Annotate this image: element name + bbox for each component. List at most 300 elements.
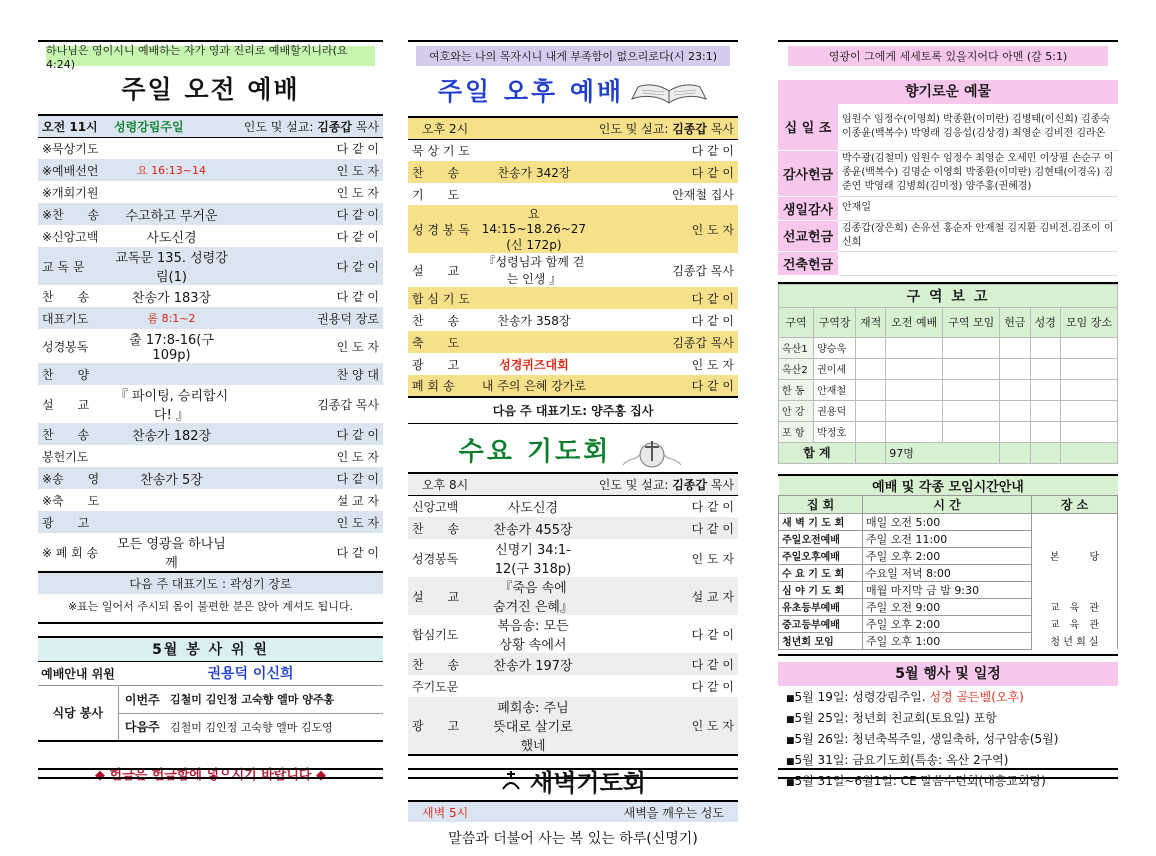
event-item bbox=[786, 688, 1118, 709]
row-label: ※예배선언 bbox=[38, 159, 110, 181]
district-name: 한 동 bbox=[779, 379, 814, 400]
row-label: 대표기도 bbox=[38, 307, 110, 329]
offering-label: 건축헌금 bbox=[778, 251, 838, 275]
district-cell bbox=[1030, 400, 1060, 421]
service-row bbox=[38, 181, 383, 203]
district-cell bbox=[943, 421, 1000, 442]
meeting-row bbox=[779, 598, 1118, 615]
service-row bbox=[408, 539, 738, 577]
wednesday-title-area bbox=[408, 432, 738, 472]
service-row bbox=[408, 653, 738, 675]
row-label: ※신앙고백 bbox=[42, 229, 99, 244]
scripture-banner: 영광이 그에게 세세토록 있을지어다 아멘 (갈 5:1) bbox=[788, 46, 1108, 66]
row-content: 찬송가 5장 bbox=[110, 467, 233, 489]
row-person: 다 같 이 bbox=[336, 289, 379, 304]
meeting-place bbox=[1032, 581, 1118, 598]
meeting-place: 교 육 관 bbox=[1032, 615, 1118, 632]
row-content bbox=[478, 287, 590, 309]
district-cell bbox=[1000, 379, 1030, 400]
event-item bbox=[786, 730, 1118, 751]
guide-names: 권용덕 이신희 bbox=[118, 661, 383, 685]
district-cell bbox=[855, 358, 885, 379]
row-label: 폐 회 송 bbox=[408, 375, 478, 397]
row-label: 찬 송 bbox=[412, 313, 460, 328]
next-week-label: 다음주 bbox=[118, 713, 166, 741]
service-row bbox=[408, 139, 738, 161]
row-label: 찬 송 bbox=[38, 423, 110, 445]
district-header: 헌금 bbox=[1000, 307, 1030, 337]
meeting-time: 매일 오전 5:00 bbox=[863, 513, 1032, 530]
row-label: 성경봉독 bbox=[42, 339, 89, 354]
dawn-title: 새벽기도회 bbox=[530, 768, 646, 797]
row-person: 인 도 자 bbox=[336, 339, 379, 354]
district-cell bbox=[886, 337, 943, 358]
divider bbox=[38, 768, 383, 770]
event-item bbox=[786, 709, 1118, 730]
row-content: 교독문 135. 성령강림(1) bbox=[110, 247, 233, 285]
service-row bbox=[38, 247, 383, 285]
row-label: 광 고 bbox=[408, 697, 488, 755]
row-person: 인 도 자 bbox=[233, 159, 383, 181]
district-leader: 양승욱 bbox=[814, 337, 856, 358]
row-person: 다 같 이 bbox=[233, 533, 383, 572]
row-label: 설 교 bbox=[412, 263, 460, 278]
offering-names: 안재일 bbox=[838, 196, 1118, 220]
row-label: 봉헌기도 bbox=[42, 449, 89, 464]
divider bbox=[408, 777, 738, 779]
service-row bbox=[38, 467, 383, 489]
service-row bbox=[408, 353, 738, 375]
leader-label: 인도 및 설교: bbox=[598, 121, 669, 136]
row-label: ※개회기원 bbox=[42, 185, 99, 200]
row-person: 다 같 이 bbox=[233, 423, 383, 445]
service-row bbox=[408, 517, 738, 539]
offering-table bbox=[778, 104, 1118, 276]
event-text: 5월 31일: 금요기도회(특송: 옥산 2구역) bbox=[794, 752, 1009, 767]
service-row bbox=[408, 675, 738, 697]
district-total-value: 97명 bbox=[886, 442, 1000, 463]
row-content: 수고하고 무거운 bbox=[110, 203, 233, 225]
standing-note: ※표는 일어서 주시되 몸이 불편한 분은 앉아 계셔도 됩니다. bbox=[67, 600, 354, 613]
row-label: 설 교 bbox=[42, 397, 90, 412]
divider bbox=[408, 40, 738, 45]
leader-label: 인도 및 설교: bbox=[598, 477, 669, 492]
event-text: 5월 31일~6월1일: CE 말씀수련회(대흥교회당) bbox=[794, 773, 1046, 788]
service-row bbox=[408, 309, 738, 331]
district-header: 구역 bbox=[779, 307, 814, 337]
district-cell bbox=[855, 337, 885, 358]
row-person: 김종갑 목사 bbox=[317, 397, 379, 412]
meeting-name: 중고등부예배 bbox=[779, 615, 863, 632]
row-label: 찬 송 bbox=[408, 161, 478, 183]
offering-row bbox=[778, 251, 1118, 275]
row-content bbox=[488, 675, 578, 697]
open-book-icon bbox=[630, 77, 708, 107]
offering-title: 향기로운 예물 bbox=[778, 80, 1118, 104]
district-cell bbox=[1030, 358, 1060, 379]
row-content: 사도신경 bbox=[146, 230, 197, 246]
row-person: 인 도 자 bbox=[691, 551, 734, 566]
district-name: 옥산2 bbox=[779, 358, 814, 379]
meeting-place: 본 당 bbox=[1032, 547, 1118, 564]
meeting-name: 주일오후예배 bbox=[779, 547, 863, 564]
row-label: ※찬 송 bbox=[38, 203, 110, 225]
page-title: 주일 오후 예배 bbox=[437, 77, 625, 106]
meeting-time: 주일 오후 2:00 bbox=[863, 615, 1032, 632]
district-leader: 권용덕 bbox=[814, 400, 856, 421]
row-person: 다 같 이 bbox=[233, 247, 383, 285]
row-content: 사도신경 bbox=[507, 500, 559, 516]
service-row bbox=[408, 253, 738, 287]
district-header: 구역 모임 bbox=[943, 307, 1000, 337]
row-person: 인 도 자 bbox=[578, 697, 738, 755]
offering-label: 생일감사 bbox=[778, 196, 838, 220]
afternoon-title-area bbox=[408, 74, 738, 110]
meeting-header: 집 회 bbox=[779, 495, 863, 513]
row-label: 설 교 bbox=[408, 577, 488, 615]
row-person: 다 같 이 bbox=[590, 161, 738, 183]
row-person: 다 같 이 bbox=[691, 627, 734, 642]
district-cell bbox=[1030, 337, 1060, 358]
leader-label: 인도 및 설교: bbox=[243, 119, 314, 134]
district-cell bbox=[1030, 379, 1060, 400]
wednesday-time: 오후 8시 bbox=[408, 473, 488, 495]
wednesday-order-table bbox=[408, 472, 738, 756]
meeting-place: 청 년 회 실 bbox=[1032, 632, 1118, 649]
district-cell bbox=[943, 379, 1000, 400]
row-content bbox=[110, 137, 233, 159]
row-content bbox=[478, 183, 590, 205]
guide-label: 예배안내 위원 bbox=[38, 661, 118, 685]
service-row bbox=[408, 331, 738, 353]
service-row bbox=[38, 363, 383, 385]
district-name: 안 강 bbox=[779, 400, 814, 421]
divider bbox=[778, 40, 1118, 45]
district-leader: 안재철 bbox=[814, 379, 856, 400]
this-week-label: 이번주 bbox=[118, 685, 166, 713]
service-header-row bbox=[408, 117, 738, 139]
row-content bbox=[478, 139, 590, 161]
row-person: 다 같 이 bbox=[233, 203, 383, 225]
district-cell bbox=[855, 400, 885, 421]
district-cell bbox=[1060, 337, 1117, 358]
district-name: 옥산1 bbox=[779, 337, 814, 358]
service-theme: 성령강림주일 bbox=[110, 115, 233, 137]
dawn-desc: 새벽을 깨우는 성도 bbox=[623, 806, 724, 820]
row-content: 『 파이팅, 승리합시다! 』 bbox=[114, 389, 229, 423]
row-person: 다 같 이 bbox=[691, 313, 734, 328]
row-person: 인 도 자 bbox=[691, 357, 734, 372]
next-prayer: 다음 주 대표기도: 양주홍 집사 bbox=[408, 398, 738, 424]
event-text: 5월 26일: 청년축복주일, 생일축하, 성구암송(5월) bbox=[794, 731, 1059, 746]
offering-row bbox=[778, 220, 1118, 251]
service-row bbox=[38, 137, 383, 159]
district-cell bbox=[1000, 358, 1030, 379]
service-header-row bbox=[38, 115, 383, 137]
district-table bbox=[778, 284, 1118, 464]
row-person: 인 도 자 bbox=[336, 185, 379, 200]
service-row bbox=[38, 511, 383, 533]
next-week-names: 김철미 김인정 고숙향 엘마 김도영 bbox=[166, 713, 383, 741]
meeting-row bbox=[779, 547, 1118, 564]
service-time: 오후 2시 bbox=[408, 117, 478, 139]
offering-names: 박수광(김철미) 임원수 임정수 최영순 오세민 이상필 손순구 이종윤(백복수) 김명순 이영희 박종환(이미란) 김현태(이경옥) 김준연 박영래 김병희(김미정) 양주홍(권혜경) bbox=[838, 150, 1118, 196]
row-content: 찬송가 182장 bbox=[110, 423, 233, 445]
offering-label: 선교헌금 bbox=[778, 220, 838, 251]
row-person: 다 같 이 bbox=[578, 653, 738, 675]
row-person: 다 같 이 bbox=[691, 143, 734, 158]
row-label: ※축 도 bbox=[42, 493, 100, 508]
service-order-table bbox=[38, 114, 383, 594]
row-content: 요 16:13~14 bbox=[110, 159, 233, 181]
row-label: ※송 영 bbox=[38, 467, 110, 489]
service-time: 오전 11시 bbox=[38, 115, 110, 137]
row-label: 성 경 봉 독 bbox=[408, 205, 478, 253]
meeting-place bbox=[1032, 530, 1118, 547]
row-content: 신명기 34:1-12(구 318p) bbox=[494, 543, 572, 577]
praying-cross-icon bbox=[617, 435, 687, 469]
meeting-header: 시 간 bbox=[863, 495, 1032, 513]
district-total-label: 합 계 bbox=[779, 442, 856, 463]
row-label: 묵 상 기 도 bbox=[412, 143, 470, 158]
offering-row bbox=[778, 196, 1118, 220]
row-content: 찬송가 183장 bbox=[131, 290, 212, 306]
row-person: 김종갑 목사 bbox=[672, 263, 734, 278]
offering-names: 임원수 임정수(이영희) 박종환(이미란) 김병태(이신희) 김종숙 이종윤(백복수) 박영래 김응섭(김상경) 최영순 김비전 김라온 bbox=[838, 104, 1118, 150]
volunteer-table bbox=[38, 636, 383, 742]
dawn-time: 새벽 5시 bbox=[422, 806, 469, 820]
district-name: 포 항 bbox=[779, 421, 814, 442]
meeting-row bbox=[779, 581, 1118, 598]
district-cell bbox=[855, 379, 885, 400]
row-person: 권용덕 장로 bbox=[233, 307, 383, 329]
kitchen-label: 식당 봉사 bbox=[38, 685, 118, 741]
row-person: 찬 양 대 bbox=[233, 363, 383, 385]
service-row bbox=[408, 697, 738, 755]
row-content bbox=[110, 511, 233, 533]
service-row bbox=[38, 159, 383, 181]
district-header: 오전 예배 bbox=[886, 307, 943, 337]
row-label: 교 독 문 bbox=[38, 247, 110, 285]
district-cell bbox=[1030, 421, 1060, 442]
row-content: 찬송가 342장 bbox=[478, 161, 590, 183]
service-row bbox=[38, 385, 383, 423]
district-leader: 박정호 bbox=[814, 421, 856, 442]
row-label: 찬 양 bbox=[38, 363, 110, 385]
service-row bbox=[408, 495, 738, 517]
row-label: 합심기도 bbox=[412, 627, 459, 642]
divider bbox=[38, 777, 383, 779]
district-cell bbox=[1000, 337, 1030, 358]
leader-name: 김종갑 bbox=[672, 121, 707, 136]
meeting-time: 주일 오후 1:00 bbox=[863, 632, 1032, 649]
row-content bbox=[110, 363, 233, 385]
row-person: 다 같 이 bbox=[590, 287, 738, 309]
district-cell bbox=[886, 379, 943, 400]
district-title: 구 역 보 고 bbox=[779, 284, 1118, 307]
row-content: 찬송가 358장 bbox=[497, 313, 571, 328]
offering-label: 감사헌금 bbox=[778, 150, 838, 196]
row-content bbox=[110, 489, 233, 511]
row-label: ※묵상기도 bbox=[42, 141, 99, 156]
kneeling-cross-icon bbox=[500, 769, 522, 791]
service-row bbox=[38, 285, 383, 307]
district-cell bbox=[943, 337, 1000, 358]
service-row bbox=[38, 329, 383, 363]
event-item bbox=[786, 772, 1118, 793]
offering-note: ◆ 헌금은 헌금함에 넣으시기 바랍니다 ◆ bbox=[95, 768, 326, 783]
row-content: 『성령님과 함께 걷는 인생 』 bbox=[483, 255, 585, 286]
district-row bbox=[779, 358, 1118, 379]
divider bbox=[38, 622, 383, 624]
row-label: 광 고 bbox=[412, 357, 460, 372]
leader-name: 김종갑 bbox=[317, 119, 352, 134]
scripture-banner: 하나님은 영이시니 예배하는 자가 영과 진리로 예배할지니라(요4:24) bbox=[46, 46, 375, 66]
next-prayer-row bbox=[38, 572, 383, 594]
leader-title: 목사 bbox=[355, 119, 379, 134]
row-label: 기 도 bbox=[412, 187, 460, 202]
meeting-name: 주일오전예배 bbox=[779, 530, 863, 547]
meeting-row bbox=[779, 615, 1118, 632]
offering-row bbox=[778, 150, 1118, 196]
row-person: 다 같 이 bbox=[233, 467, 383, 489]
service-row bbox=[38, 445, 383, 467]
column-reports bbox=[778, 40, 1118, 793]
meeting-time: 주일 오전 9:00 bbox=[863, 598, 1032, 615]
leader-name: 김종갑 bbox=[672, 477, 707, 492]
row-person: 다 같 이 bbox=[590, 375, 738, 397]
dawn-book: 말씀과 더불어 사는 복 있는 하루(신명기) bbox=[448, 831, 698, 847]
wednesday-header-row bbox=[408, 473, 738, 495]
this-week-names: 김철미 김인정 고숙향 엘마 양주홍 bbox=[166, 685, 383, 713]
meeting-table bbox=[778, 476, 1118, 650]
row-person: 김종갑 목사 bbox=[590, 331, 738, 353]
row-content: 롬 8:1~2 bbox=[110, 307, 233, 329]
offering-names bbox=[838, 251, 1118, 275]
service-leader bbox=[233, 115, 383, 137]
district-row bbox=[779, 379, 1118, 400]
meeting-header: 장 소 bbox=[1032, 495, 1118, 513]
row-person: 인 도 자 bbox=[233, 511, 383, 533]
row-content bbox=[110, 445, 233, 467]
meeting-title: 예배 및 각종 모임시간안내 bbox=[872, 479, 1024, 495]
row-label: ※ 폐 회 송 bbox=[38, 533, 110, 572]
district-leader: 권이세 bbox=[814, 358, 856, 379]
meeting-name: 유초등부예배 bbox=[779, 598, 863, 615]
district-cell bbox=[1060, 358, 1117, 379]
district-row bbox=[779, 400, 1118, 421]
meeting-place bbox=[1032, 513, 1118, 530]
row-person: 인 도 자 bbox=[336, 449, 379, 464]
meeting-row bbox=[779, 513, 1118, 530]
district-header: 재적 bbox=[855, 307, 885, 337]
district-cell bbox=[855, 421, 885, 442]
leader-title: 목사 bbox=[710, 121, 734, 136]
row-content: 모든 영광을 하나님께 bbox=[110, 533, 233, 572]
row-content: 찬송가 197장 bbox=[488, 653, 578, 675]
row-content: 요 14:15~18.26~27 (신 172p) bbox=[478, 205, 590, 253]
divider bbox=[778, 654, 1118, 656]
row-person: 설 교 자 bbox=[578, 577, 738, 615]
district-cell bbox=[886, 358, 943, 379]
service-row bbox=[408, 615, 738, 653]
district-cell bbox=[1060, 400, 1117, 421]
row-content: 폐회송: 주님 뜻대로 살기로 했네 bbox=[488, 697, 578, 755]
district-cell bbox=[943, 400, 1000, 421]
next-prayer: 다음 주 대표기도 : 곽성기 장로 bbox=[38, 572, 383, 594]
offering-row bbox=[778, 104, 1118, 150]
service-row bbox=[38, 307, 383, 329]
meeting-row bbox=[779, 632, 1118, 649]
service-row bbox=[38, 533, 383, 572]
meeting-row bbox=[779, 530, 1118, 547]
service-leader bbox=[590, 117, 738, 139]
district-header: 구역장 bbox=[814, 307, 856, 337]
row-content bbox=[478, 331, 590, 353]
row-person: 다 같 이 bbox=[336, 141, 379, 156]
dawn-row bbox=[408, 800, 738, 822]
row-content: 성경퀴즈대회 bbox=[499, 357, 569, 372]
row-person: 다 같 이 bbox=[691, 499, 734, 514]
row-label: 축 도 bbox=[408, 331, 478, 353]
column-morning-service bbox=[38, 40, 383, 783]
afternoon-order-table bbox=[408, 116, 738, 398]
page-title: 주일 오전 예배 bbox=[121, 75, 300, 104]
meeting-place: 교 육 관 bbox=[1032, 598, 1118, 615]
row-person: 인 도 자 bbox=[590, 205, 738, 253]
divider bbox=[778, 777, 1118, 779]
meeting-place bbox=[1032, 564, 1118, 581]
row-content: 복음송: 모든 상황 속에서 bbox=[497, 619, 569, 653]
row-content bbox=[110, 181, 233, 203]
row-person: 설 교 자 bbox=[336, 493, 379, 508]
offering-names: 김종갑(장은희) 손유선 홍순자 안재철 김지환 김비전.김조이 이신희 bbox=[838, 220, 1118, 251]
row-label: 합 심 기 도 bbox=[408, 287, 478, 309]
district-row bbox=[779, 337, 1118, 358]
row-label: 성경봉독 bbox=[412, 551, 459, 566]
service-row bbox=[38, 225, 383, 247]
wednesday-title: 수요 기도회 bbox=[458, 437, 612, 467]
meeting-name: 수 요 기 도 회 bbox=[779, 564, 863, 581]
service-row bbox=[408, 287, 738, 309]
row-label: 광 고 bbox=[38, 511, 110, 533]
service-row bbox=[408, 183, 738, 205]
row-content: 내 주의 은혜 강가로 bbox=[478, 375, 590, 397]
meeting-row bbox=[779, 564, 1118, 581]
column-afternoon-service bbox=[408, 40, 738, 856]
dawn-title-area bbox=[408, 760, 738, 800]
event-highlight: 성경 골든벨(오후) bbox=[929, 689, 1024, 704]
district-cell bbox=[1060, 421, 1117, 442]
row-person: 다 같 이 bbox=[691, 679, 734, 694]
row-person: 안재철 집사 bbox=[672, 187, 734, 202]
event-text: 5월 19일: 성령강림주일. bbox=[794, 689, 930, 704]
row-content: 『죽음 속에 숨겨진 은혜』 bbox=[488, 577, 578, 615]
district-cell bbox=[943, 358, 1000, 379]
row-person: 다 같 이 bbox=[578, 517, 738, 539]
district-cell bbox=[1000, 400, 1030, 421]
meeting-name: 심 야 기 도 회 bbox=[779, 581, 863, 598]
divider bbox=[778, 768, 1118, 770]
service-row bbox=[408, 375, 738, 397]
meeting-name: 새 벽 기 도 회 bbox=[779, 513, 863, 530]
service-row bbox=[38, 423, 383, 445]
row-person: 다 같 이 bbox=[336, 229, 379, 244]
row-label: 신앙고백 bbox=[412, 499, 459, 514]
district-cell bbox=[886, 400, 943, 421]
volunteer-title: 5월 봉 사 위 원 bbox=[38, 637, 383, 661]
row-label: 찬 송 bbox=[42, 289, 90, 304]
